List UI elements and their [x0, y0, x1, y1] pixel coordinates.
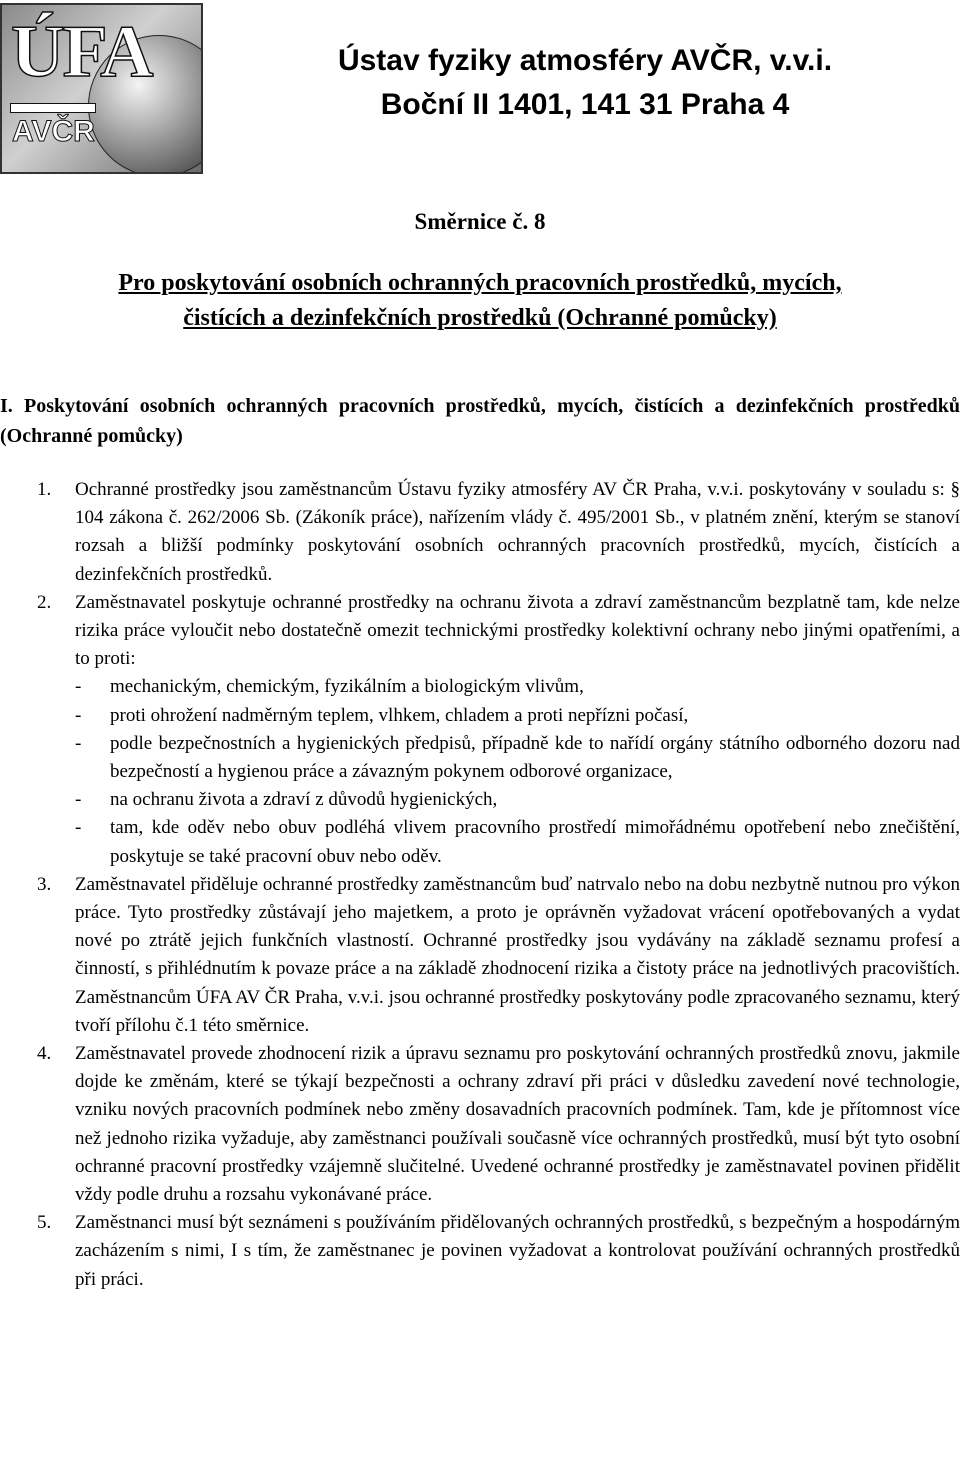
protection-list-item: - na ochranu života a zdraví z důvodů hygienických,	[75, 786, 960, 814]
logo-divider	[10, 103, 96, 113]
item-number: 4.	[37, 1043, 52, 1065]
protection-list-item: - mechanickým, chemickým, fyzikálním a biologickým vlivům,	[75, 673, 960, 701]
protection-list-item: - podle bezpečnostních a hygienických předpisů, případně kde to nařídí orgány státního odborného dozoru nad bezpečností a hygienou práce a závazným pokynem odborové organizace,	[75, 730, 960, 786]
directive-item-5	[0, 1209, 960, 1294]
section-heading: I. Poskytování osobních ochranných pracovních prostředků, mycích, čistících a dezinfekčních prostředků (Ochranné pomůcky)	[0, 395, 960, 447]
item-number: 2.	[37, 591, 52, 613]
protection-list-item: - proti ohrožení nadměrným teplem, vlhkem, chladem a proti nepřízni počasí,	[75, 702, 960, 730]
dash-marker: -	[75, 732, 82, 754]
item-text: Zaměstnavatel provede zhodnocení rizik a úpravu seznamu pro poskytování ochranných prostředků znovu, jakmile dojde ke změnám, které se týkají bezpečnosti a ochrany zdraví při práci v důsledku zavedení nové technologie, vzniku nových pracovních podmínek nebo změny dosavadních pracovních podmínek. Tam, kde je přítomnost více než jednoho rizika vyžaduje, aby zaměstnanci používali současně více ochranných prostředků, musí být tyto osobní ochranné pracovní prostředky vzájemně slučitelné. Uvedené ochranné prostředky je zaměstnavatel povinen přidělit vždy podle druhu a rozsahu vykonávané práce.	[75, 1043, 960, 1206]
protection-list-item: - tam, kde oděv nebo obuv podléhá vlivem pracovního prostředí mimořádnému opotřebení nebo znečištění, poskytuje se také pracovní obuv nebo oděv.	[75, 814, 960, 870]
dash-marker: -	[75, 704, 82, 726]
dash-marker: -	[75, 676, 82, 698]
item-text: Ochranné prostředky jsou zaměstnancům Ústavu fyziky atmosféry AV ČR Praha, v.v.i. poskytovány v souladu s: § 104 zákona č. 262/2006 Sb. (Zákoník práce), nařízením vlády č. 495/2001 Sb., v platném znění, kterým se stanoví rozsah a bližší podmínky poskytování osobních ochranných pracovních prostředků, mycích, čistících a dezinfekčních prostředků.	[75, 479, 960, 585]
directive-item-3	[0, 871, 960, 1040]
item-number: 3.	[37, 873, 52, 895]
directive-item-4	[0, 1040, 960, 1209]
directive-item-2	[0, 589, 960, 871]
directive-item-1	[0, 476, 960, 589]
institute-name: Ústav fyziky atmosféry AVČR, v.v.i.	[337, 44, 833, 77]
logo-text-main: ÚFA	[11, 11, 152, 93]
document-title-line-1: Pro poskytování osobních ochranných pracovních prostředků, mycích,	[118, 270, 842, 296]
item-text: Zaměstnavatel přiděluje ochranné prostředky zaměstnancům buď natrvalo nebo na dobu nezbytně nutnou pro výkon práce. Tyto prostředky zůstávají jeho majetkem, a proto je oprávněn vyžadovat vrácení opotřebovaných a vydat nové po ztrátě jejich funkčních vlastností. Ochranné prostředky jsou vydávány na základě seznamu profesí a činností, s přihlédnutím k povaze práce a na základě zhodnocení rizika a čistoty práce na jednotlivých pracovištích. Zaměstnancům ÚFA AV ČR Praha, v.v.i. jsou ochranné prostředky poskytovány podle zpracovaného seznamu, který tvoří přílohu č.1 této směrnice.	[75, 873, 960, 1036]
document-title-line-2: čistících a dezinfekčních prostředků (Ochranné pomůcky)	[183, 305, 777, 331]
item-number: 5.	[37, 1212, 52, 1234]
item-number: 1.	[37, 479, 52, 500]
institute-address: Boční II 1401, 141 31 Praha 4	[380, 88, 790, 121]
document-title	[0, 266, 960, 336]
item-text: Zaměstnanci musí být seznámeni s používáním přidělovaných ochranných prostředků, s bezpečným a hospodárným zacházením s nimi, I s tím, že zaměstnanec je povinen vyžadovat a kontrolovat používání ochranných prostředků při práci.	[75, 1212, 960, 1290]
logo-text-sub: AVČR	[12, 115, 95, 148]
protection-list	[75, 673, 960, 870]
item-text: Zaměstnavatel poskytuje ochranné prostředky na ochranu života a zdraví zaměstnancům bezplatně tam, kde nelze rizika práce vyloučit nebo dostatečně omezit technickými prostředky kolektivní ochrany nebo jinými opatřeními, a to proti:	[75, 591, 960, 670]
dash-marker: -	[75, 789, 82, 811]
directive-items	[0, 476, 960, 1294]
dash-marker: -	[75, 817, 82, 839]
document-number: Směrnice č. 8	[414, 209, 546, 234]
ufa-logo	[0, 3, 203, 174]
